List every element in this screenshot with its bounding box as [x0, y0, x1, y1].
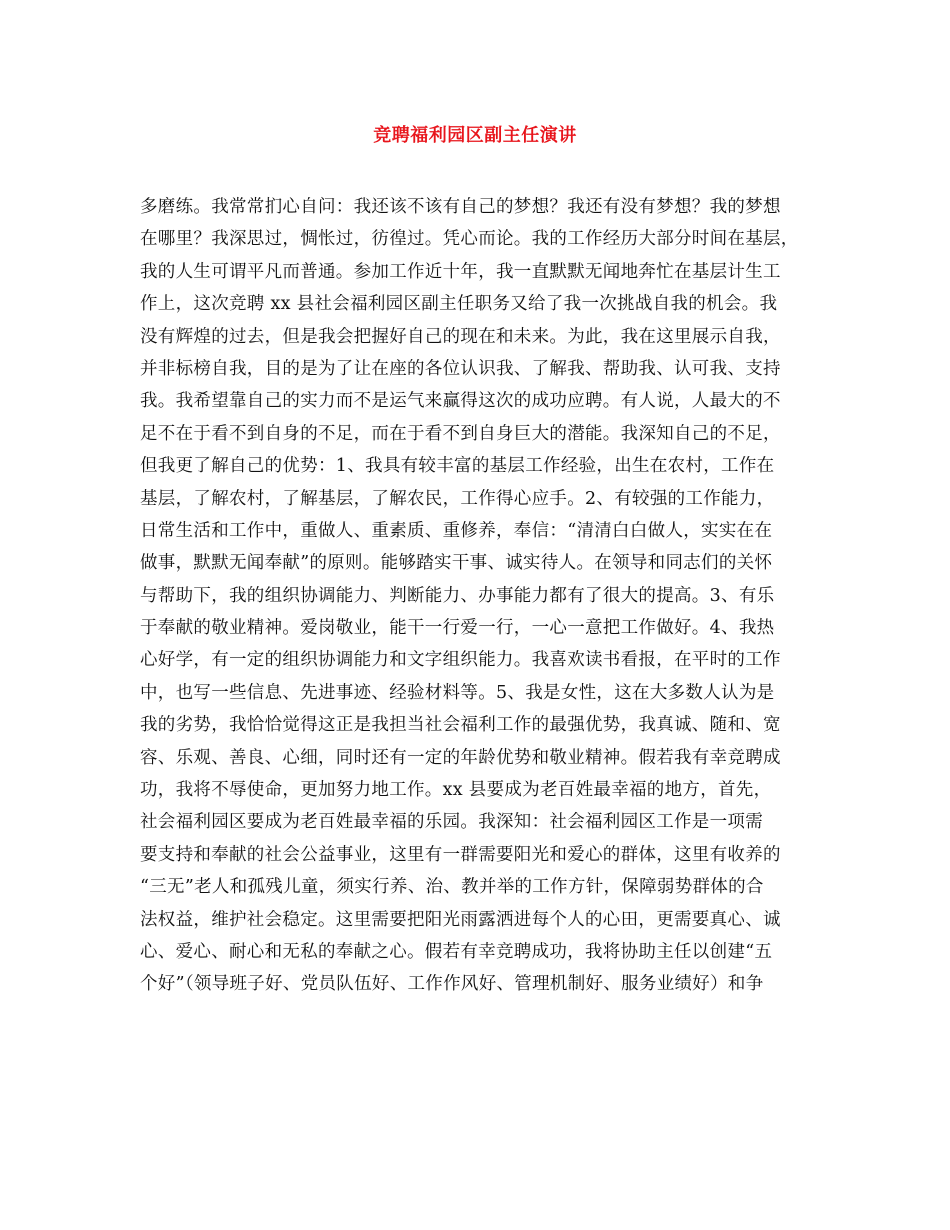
body-line: 心好学，有一定的组织协调能力和文字组织能力。我喜欢读书看报，在平时的工作	[140, 650, 781, 671]
body-line: 法权益，维护社会稳定。这里需要把阳光雨露洒进每个人的心田，更需要真心、诚	[140, 909, 781, 930]
body-line: 作上，这次竞聘 xx 县社会福利园区副主任职务又给了我一次挑战自我的机会。我	[140, 294, 778, 315]
body-line: 个好”（领导班子好、党员队伍好、工作作风好、管理机制好、服务业绩好）和争	[140, 974, 764, 995]
body-line: 我。我希望靠自己的实力而不是运气来赢得这次的成功应聘。有人说，人最大的不	[140, 391, 781, 412]
body-line: 足不在于看不到自身的不足，而在于看不到自身巨大的潜能。我深知自己的不足，	[140, 423, 781, 444]
body-line: 社会福利园区要成为老百姓最幸福的乐园。我深知：社会福利园区工作是一项需	[140, 812, 763, 833]
body-line: 要支持和奉献的社会公益事业，这里有一群需要阳光和爱心的群体，这里有收养的	[140, 844, 781, 865]
body-line: “三无”老人和孤残儿童，须实行养、治、教并举的工作方针，保障弱势群体的合	[140, 877, 764, 898]
body-line: 在哪里？我深思过，惆怅过，彷徨过。凭心而论。我的工作经历大部分时间在基层，	[140, 229, 799, 250]
body-line: 但我更了解自己的优势：1、我具有较丰富的基层工作经验，出生在农村，工作在	[140, 456, 775, 477]
body-line: 功，我将不辱使命，更加努力地工作。xx 县要成为老百姓最幸福的地方，首先，	[140, 780, 772, 801]
body-line: 没有辉煌的过去，但是我会把握好自己的现在和未来。为此，我在这里展示自我，	[140, 326, 781, 347]
document-title: 竞聘福利园区副主任演讲	[373, 125, 577, 146]
body-line: 我的人生可谓平凡而普通。参加工作近十年，我一直默默无闻地奔忙在基层计生工	[140, 261, 781, 282]
body-line: 心、爱心、耐心和无私的奉献之心。假若有幸竞聘成功，我将协助主任以创建“五	[140, 941, 773, 962]
body-line: 与帮助下，我的组织协调能力、判断能力、办事能力都有了很大的提高。3、有乐	[140, 585, 775, 606]
body-line: 我的劣势，我恰恰觉得这正是我担当社会福利工作的最强优势，我真诚、随和、宽	[140, 715, 781, 736]
body-line: 做事，默默无闻奉献”的原则。能够踏实干事、诚实待人。在领导和同志们的关怀	[140, 553, 773, 574]
body-line: 容、乐观、善良、心细，同时还有一定的年龄优势和敬业精神。假若我有幸竞聘成	[140, 747, 781, 768]
body-line: 基层，了解农村，了解基层，了解农民，工作得心应手。2、有较强的工作能力，	[140, 488, 775, 509]
body-line: 日常生活和工作中，重做人、重素质、重修养，奉信：“清清白白做人，实实在在	[140, 520, 773, 541]
body-line: 多磨练。我常常扪心自问：我还该不该有自己的梦想？我还有没有梦想？我的梦想	[140, 197, 781, 217]
body-line: 于奉献的敬业精神。爱岗敬业，能干一行爱一行，一心一意把工作做好。4、我热	[140, 618, 775, 639]
body-line: 中，也写一些信息、先进事迹、经验材料等。5、我是女性，这在大多数人认为是	[140, 682, 775, 703]
document-body	[140, 191, 840, 1001]
body-line: 并非标榜自我，目的是为了让在座的各位认识我、了解我、帮助我、认可我、支持	[140, 358, 781, 379]
